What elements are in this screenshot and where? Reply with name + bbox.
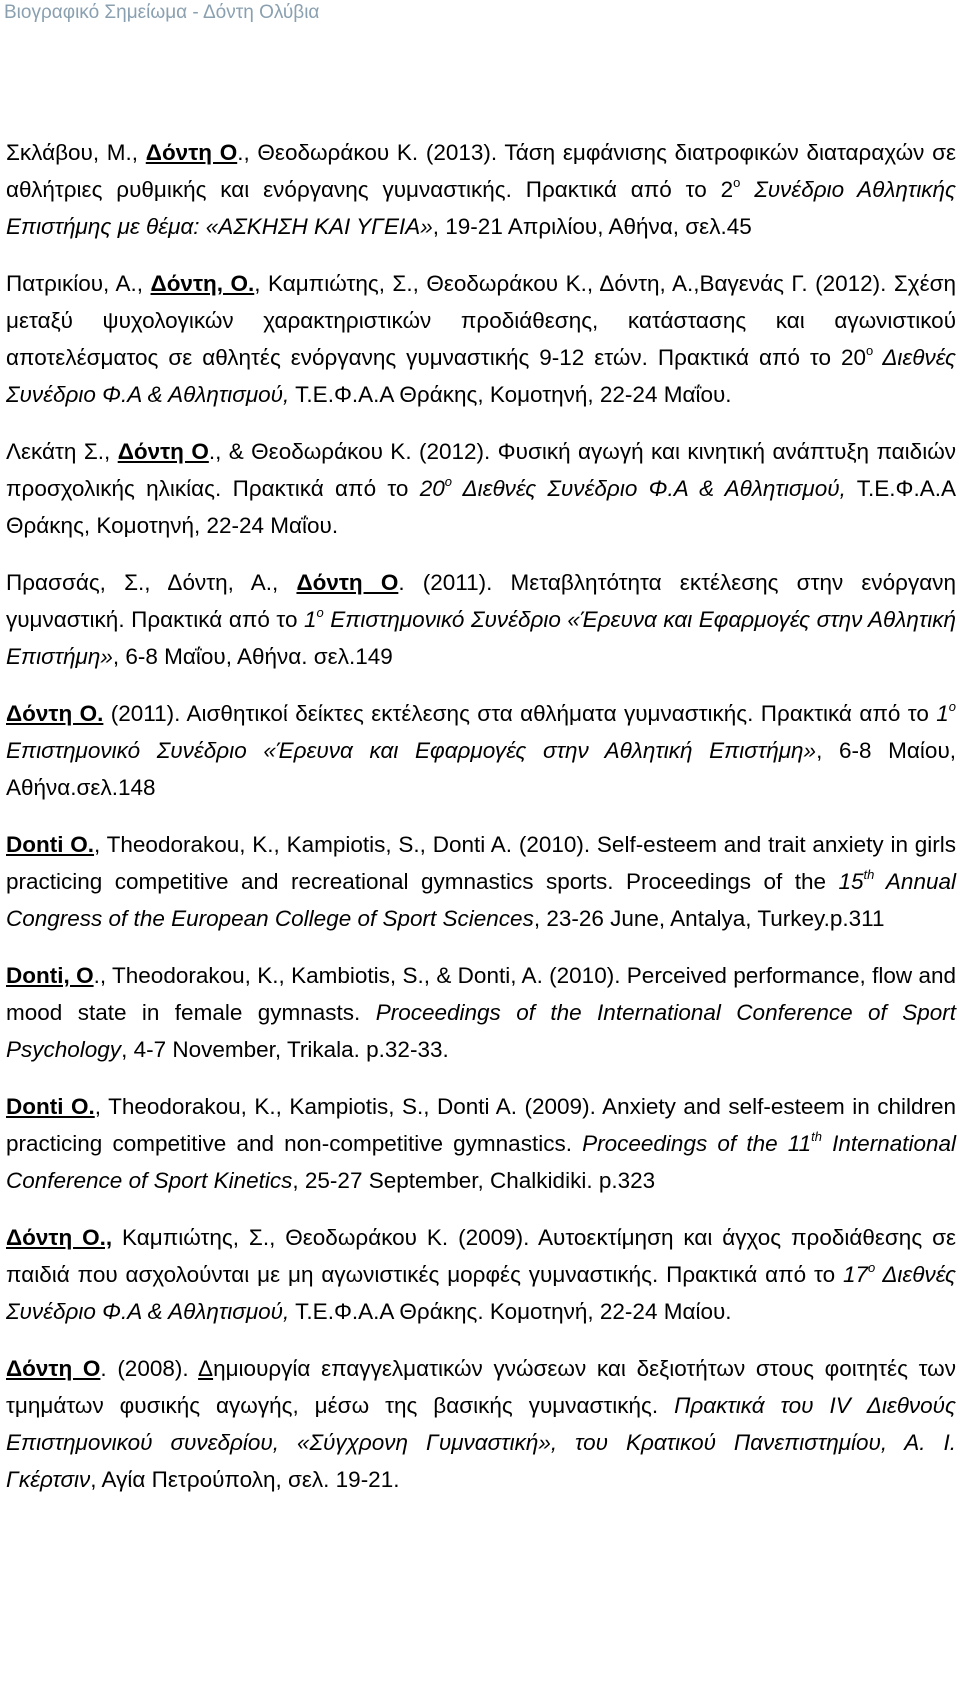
author-highlight: Donti, O (6, 963, 94, 988)
reference-text: Δ (198, 1356, 214, 1381)
reference-text: International Conference of Sport Kinetics (6, 1131, 956, 1193)
reference-text: , 25-27 September, Chalkidiki. p.323 (292, 1168, 656, 1193)
reference-text: , Theodorakou, K., Kampiotis, S., Donti A. (2010). Self-esteem and trait anxiety in girls practicing competitive and recreational gymnastics sports. Proceedings of the (6, 832, 957, 894)
reference-text: , 23-26 June, Antalya, Turkey.p.311 (533, 906, 885, 931)
reference-text: , Καμπιώτης, Σ., Θεοδωράκου Κ., Δόντη, Α.,Βαγενάς Γ. (2012). Σχέση μεταξύ ψυχολογικών χαρακτηριστικών προδιάθεσης, κατάστασης και αγωνιστικού αποτελέσματος σε αθλητές ενόργανης γυμναστικής 9-12 ετών. Πρακτικά από το 20 (6, 271, 957, 370)
superscript-text: th (811, 1129, 822, 1144)
reference-text: ., Theodorakou, K., Kambiotis, S., & Donti, A. (2010). Perceived performance, flow and mood state in female gymnasts. (6, 963, 957, 1025)
reference-text: . (2011). Μεταβλητότητα εκτέλεσης στην ενόργανη γυμναστική. Πρακτικά από το (6, 570, 956, 632)
reference-text: 1 (936, 701, 949, 726)
reference-text: Τ.Ε.Φ.Α.Α Θράκης, Κομοτηνή, 22-24 Μαΐου. (289, 382, 732, 407)
reference-text: , 19-21 Απριλίου, Αθήνα, σελ.45 (432, 214, 752, 239)
author-highlight: Δόντη Ο. (6, 701, 104, 726)
reference-text: Επιστημονικό Συνέδριο «Έρευνα και Εφαρμογές στην Αθλητική Επιστήμη» (6, 607, 956, 669)
superscript-text: ο (444, 474, 453, 489)
reference-text: , 6-8 Μαίου, Αθήνα.σελ.148 (6, 738, 956, 800)
publication-list (6, 134, 956, 1518)
reference-text: 17 (843, 1262, 869, 1287)
reference-text: Τ.Ε.Φ.Α.Α Θράκης. Κομοτηνή, 22-24 Μαίου. (289, 1299, 732, 1324)
author-highlight: Donti O. (6, 1094, 95, 1119)
reference-text: Πατρικίου, Α., (6, 271, 151, 296)
reference-entry (6, 1219, 956, 1330)
reference-text: , 6-8 Μαΐου, Αθήνα. σελ.149 (112, 644, 393, 669)
reference-text: Λεκάτη Σ., (6, 439, 118, 464)
reference-text: Επιστημονικό Συνέδριο «Έρευνα και Εφαρμογές στην Αθλητική Επιστήμη» (6, 738, 817, 763)
reference-text: Διεθνές Συνέδριο Φ.Α & Αθλητισμού, (6, 345, 956, 407)
reference-text: Διεθνές Συνέδριο Φ.Α & Αθλητισμού, (452, 476, 846, 501)
author-highlight: Δόντη Ο., (6, 1225, 113, 1250)
reference-entry (6, 957, 956, 1068)
reference-text: Πρασσάς, Σ., Δόντη, Α., (6, 570, 297, 595)
reference-text: , Theodorakou, K., Kampiotis, S., Donti A. (2009). Anxiety and self-esteem in children practicing competitive and non-competitive gymnastics. (6, 1094, 956, 1156)
reference-entry (6, 433, 956, 544)
reference-text: ., Θεοδωράκου Κ. (2013). Τάση εμφάνισης διατροφικών διαταραχών σε αθλήτριες ρυθμικής και ενόργανης γυμναστικής. Πρακτικά από το 2 (6, 140, 957, 202)
reference-text: ημιουργία επαγγελματικών γνώσεων και δεξιοτήτων στους φοιτητές των τμημάτων φυσικής αγωγής, μέσω της βασικής γυμναστικής. (6, 1356, 956, 1418)
reference-entry (6, 695, 956, 806)
reference-entry (6, 826, 956, 937)
reference-entry (6, 564, 956, 675)
reference-text: 20 (419, 476, 445, 501)
reference-text: Annual Congress of the European College of Sport Sciences (6, 869, 956, 931)
reference-text: Τ.Ε.Φ.Α.Α Θράκης, Κομοτηνή, 22-24 Μαΐου. (6, 476, 956, 538)
author-highlight: Δόντη Ο (6, 1356, 101, 1381)
superscript-text: ο (733, 175, 741, 190)
reference-text: Διεθνές Συνέδριο Φ.Α & Αθλητισμού, (6, 1262, 956, 1324)
reference-text: Πρακτικά του IV Διεθνούς Επιστημονικού συνεδρίου, «Σύγχρονη Γυμναστική», του Κρατικού Πανεπιστημίου, Α. Ι. Γκέρτσιν (6, 1393, 956, 1492)
reference-text: Proceedings of the 11 (582, 1131, 812, 1156)
reference-text: ., & Θεοδωράκου Κ. (2012). Φυσική αγωγή και κινητική ανάπτυξη παιδιών προσχολικής ηλικίας. Πρακτικά από το (6, 439, 957, 501)
superscript-text: ο (865, 343, 874, 358)
reference-text: (2011). Αισθητικοί δείκτες εκτέλεσης στα αθλήματα γυμναστικής. Πρακτικά από το (103, 701, 937, 726)
reference-entry (6, 1088, 956, 1199)
reference-entry (6, 1350, 956, 1498)
reference-entry (6, 134, 956, 245)
reference-text: , 4-7 November, Trikala. p.32-33. (121, 1037, 449, 1062)
superscript-text: ο (868, 1260, 876, 1275)
author-highlight: Δόντη, Ο. (150, 271, 255, 296)
reference-text: Συνέδριο Αθλητικής Επιστήμης με θέμα: «ΑΣΚΗΣΗ ΚΑΙ ΥΓΕΙΑ» (6, 177, 956, 239)
author-highlight: Donti O. (6, 832, 95, 857)
reference-text: 1 (304, 607, 317, 632)
superscript-text: th (863, 867, 875, 882)
superscript-text: ο (316, 605, 324, 620)
reference-text: 15 (838, 869, 864, 894)
page-title: Βιογραφικό Σημείωμα - Δόντη Ολύβια (4, 2, 320, 23)
reference-text: Proceedings of the International Conference of Sport Psychology (6, 1000, 956, 1062)
author-highlight: Δόντη Ο (145, 140, 238, 165)
reference-entry (6, 265, 956, 413)
reference-text: Σκλάβου, Μ., (6, 140, 146, 165)
author-highlight: Δόντη Ο (117, 439, 209, 464)
reference-text: Καμπιώτης, Σ., Θεοδωράκου Κ. (2009). Αυτοεκτίμηση και άγχος προδιάθεσης σε παιδιά που ασχολούνται με μη αγωνιστικές μορφές γυμναστικής. Πρακτικά από το (6, 1225, 956, 1287)
superscript-text: ο (948, 699, 957, 714)
reference-text: . (2008). (100, 1356, 199, 1381)
author-highlight: Δόντη Ο (296, 570, 399, 595)
reference-text: , Αγία Πετρούπολη, σελ. 19-21. (90, 1467, 400, 1492)
